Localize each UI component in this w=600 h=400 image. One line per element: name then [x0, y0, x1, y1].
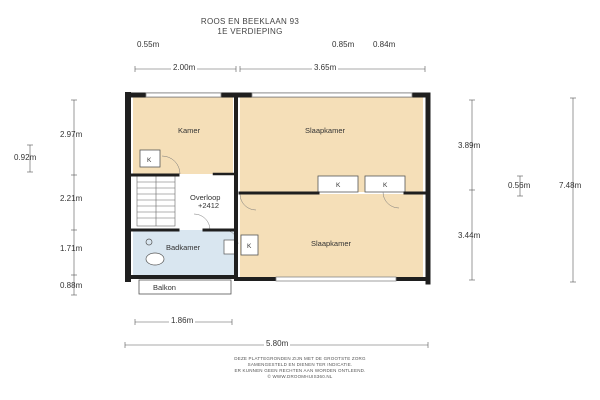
- disclaimer-line-1: DEZE PLATTEGRONDEN ZIJN MET DE GROOTSTE ZORG: [234, 356, 366, 361]
- closet-slaapkamer-b: [365, 176, 405, 192]
- label-slaapkamer-bottom: Slaapkamer: [311, 239, 352, 248]
- room-badkamer: [133, 230, 237, 275]
- title-line-2: 1E VERDIEPING: [217, 27, 283, 36]
- room-overloop: [133, 174, 240, 230]
- dim-width-kamer: 2.00m: [173, 63, 196, 72]
- label-overloop: Overloop: [190, 193, 221, 202]
- dim-left-221: 2.21m: [60, 194, 83, 203]
- label-slaapkamer-top: Slaapkamer: [305, 126, 346, 135]
- disclaimer-line-2: SAMENGESTELD EN DIENEN TER INDICATIE.: [247, 362, 353, 367]
- closet-slaapkamer-a: [318, 176, 358, 192]
- dim-right-389: 3.89m: [458, 141, 481, 150]
- room-slaapkamer-bottom: [240, 194, 423, 278]
- dim-top-mid-b: 0.84m: [373, 40, 396, 49]
- dim-bottom-186: 1.86m: [171, 316, 194, 325]
- disclaimer-line-3: ER KUNNEN GEEN RECHTEN AAN WORDEN ONTLEEND.: [234, 368, 366, 373]
- dim-right-748: 7.48m: [559, 181, 582, 190]
- disclaimer-line-4: © WWW.DROOMHUIS360.NL: [267, 374, 333, 379]
- label-kamer: Kamer: [178, 126, 201, 135]
- dim-width-slaapkamer: 3.65m: [314, 63, 337, 72]
- label-overloop-height: +2412: [198, 201, 220, 210]
- disclaimer: [140, 356, 460, 380]
- dim-right-056: 0.56m: [508, 181, 531, 190]
- closet-label: K: [336, 182, 341, 189]
- closet-kamer: [140, 150, 160, 167]
- dim-left-092: 0.92m: [14, 153, 37, 162]
- dim-left-297: 2.97m: [60, 130, 83, 139]
- label-badkamer: Badkamer: [166, 243, 201, 252]
- dim-top-mid-a: 0.85m: [332, 40, 355, 49]
- closet-label: K: [147, 157, 152, 164]
- dim-left-171: 1.71m: [60, 244, 83, 253]
- dim-left-088: 0.88m: [60, 281, 83, 290]
- title-line-1: ROOS EN BEEKLAAN 93: [200, 17, 300, 26]
- dim-bottom-580: 5.80m: [266, 339, 289, 348]
- label-balkon: Balkon: [153, 283, 176, 292]
- dim-top-left: 0.55m: [137, 40, 160, 49]
- closet-bottom: [241, 235, 258, 255]
- closet-label: K: [247, 243, 252, 250]
- dim-right-344: 3.44m: [458, 231, 481, 240]
- closet-label: K: [383, 182, 388, 189]
